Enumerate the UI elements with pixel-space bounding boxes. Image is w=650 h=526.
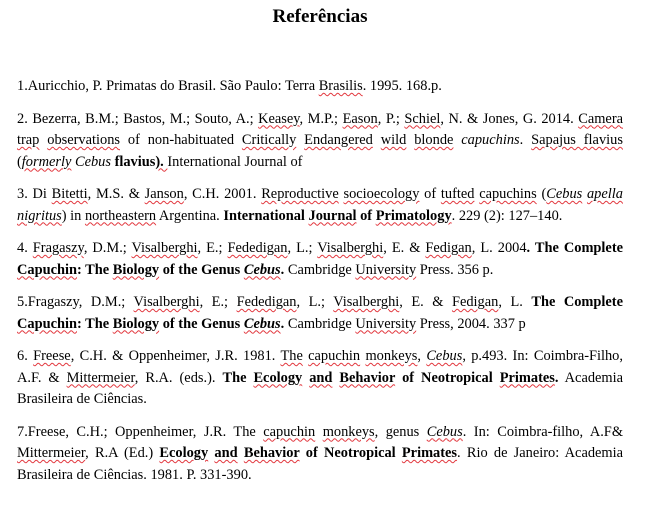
ref-text: 3. Di bbox=[17, 186, 52, 202]
reference-item bbox=[17, 184, 623, 227]
ref-text: Keasey bbox=[258, 110, 300, 127]
ref-text: . bbox=[457, 445, 467, 461]
ref-text: Eason bbox=[342, 110, 378, 127]
ref-text: Academia Brasileira de Ciências. bbox=[17, 369, 623, 407]
ref-book-title: of the Genus bbox=[159, 261, 244, 278]
ref-book-title: Ecology bbox=[253, 369, 303, 386]
ref-book-title: : The bbox=[77, 315, 113, 332]
ref-text: , E. & bbox=[383, 240, 426, 256]
ref-journal: International bbox=[223, 207, 309, 224]
ref-text: Camera bbox=[578, 110, 623, 127]
ref-book-title: . bbox=[554, 369, 559, 386]
ref-book-title: Capuchin bbox=[17, 315, 77, 332]
ref-text: capuchin bbox=[308, 348, 361, 364]
ref-text: of bbox=[419, 186, 441, 202]
ref-text: capuchins bbox=[479, 186, 537, 202]
ref-book-title: Biology bbox=[112, 315, 160, 332]
ref-book-title: . bbox=[280, 261, 285, 278]
ref-book-title: Primates bbox=[401, 445, 458, 461]
ref-text: of non-habituated bbox=[120, 132, 242, 148]
ref-text: The bbox=[280, 348, 303, 364]
ref-journal: Journal bbox=[308, 207, 357, 224]
ref-text: capuchin bbox=[263, 423, 316, 440]
ref-text: Rio de Janeiro: Academia Brasileira de Ciências. 1981. P. 331-390. bbox=[17, 445, 623, 483]
ref-text: ( bbox=[536, 186, 547, 202]
ref-text: 7.Freese, C.H.; Oppenheimer, J.R. The bbox=[17, 423, 264, 440]
ref-species: Cebus bbox=[426, 423, 463, 440]
ref-text: Press, 2004. 337 p bbox=[416, 315, 526, 332]
ref-book-title: Ecology bbox=[159, 445, 209, 461]
ref-book-title: The bbox=[222, 369, 254, 386]
ref-text: ) in bbox=[61, 207, 85, 224]
ref-book-title: Behavior bbox=[339, 369, 396, 386]
ref-text: Argentina. bbox=[156, 207, 224, 224]
ref-book-title: of the Genus bbox=[159, 315, 244, 332]
ref-book-title: Behavior bbox=[243, 445, 300, 461]
ref-text: Janson bbox=[144, 186, 184, 202]
ref-text: 5.Fragaszy, D.M.; bbox=[17, 294, 134, 310]
ref-text: , C.H. 2001. bbox=[183, 186, 262, 202]
ref-text: , P.; bbox=[377, 110, 405, 127]
ref-species: Cebus bbox=[426, 348, 463, 364]
reference-item bbox=[17, 238, 623, 281]
ref-text: Sapajus flavius bbox=[531, 132, 623, 148]
ref-text: ( bbox=[17, 153, 22, 170]
ref-text: , M.P.; bbox=[299, 110, 343, 127]
ref-book-title: of Neotropical bbox=[395, 369, 500, 386]
ref-book-title: Biology bbox=[112, 261, 160, 278]
ref-text: Freese bbox=[33, 348, 71, 364]
ref-text: 1.Auricchio, P. Primatas do Brasil. São Paulo: Terra bbox=[17, 78, 319, 94]
ref-text: Fragaszy bbox=[32, 240, 84, 256]
ref-text: , R.A. (eds.). bbox=[134, 369, 223, 386]
ref-text: , E.; bbox=[197, 240, 228, 256]
reference-list bbox=[17, 76, 623, 497]
ref-text: , E.; bbox=[199, 294, 237, 310]
ref-text: Cambridge bbox=[284, 315, 356, 332]
ref-book-title: Primates bbox=[499, 369, 555, 386]
ref-text: Visalberghi bbox=[131, 240, 198, 256]
ref-text: trap bbox=[17, 132, 40, 148]
ref-text: . bbox=[519, 132, 532, 148]
ref-text: Mittermeier bbox=[66, 369, 135, 386]
ref-text: Endangered bbox=[304, 132, 373, 148]
ref-text: Fededigan bbox=[227, 240, 288, 256]
ref-text: , R.A (Ed.) bbox=[85, 445, 160, 461]
ref-text: observations bbox=[47, 132, 120, 148]
ref-book-title: Cebus bbox=[243, 315, 281, 332]
ref-text: , genus bbox=[374, 423, 427, 440]
ref-text: 2. Bezerra, B.M.; Bastos, M.; Souto, A.; bbox=[17, 110, 259, 127]
ref-book-title: . The Complete bbox=[526, 240, 623, 256]
ref-text: , C.H. & Oppenheimer, J.R. 1981. bbox=[70, 348, 281, 364]
ref-text: Visalberghi bbox=[333, 294, 400, 310]
ref-text: , D.M.; bbox=[83, 240, 132, 256]
reference-item bbox=[17, 292, 623, 335]
ref-text: , L. 2004 bbox=[471, 240, 527, 256]
ref-text: Critically bbox=[241, 132, 297, 148]
ref-journal: Primatology bbox=[375, 207, 452, 224]
reference-item bbox=[17, 109, 623, 174]
ref-species: formerly bbox=[21, 153, 72, 170]
ref-text bbox=[315, 424, 322, 440]
ref-species: nigritus bbox=[17, 207, 62, 224]
ref-journal: of bbox=[356, 207, 376, 224]
ref-text: , L.; bbox=[287, 240, 318, 256]
ref-text: , L.; bbox=[296, 294, 334, 310]
ref-text: Visalberghi bbox=[317, 240, 384, 256]
ref-text: Fedigan bbox=[425, 240, 472, 256]
ref-species: Cebus bbox=[546, 186, 583, 202]
ref-text: Brasilis bbox=[318, 78, 363, 94]
reference-item bbox=[17, 346, 623, 411]
ref-text: . 1995. 168.p. bbox=[362, 78, 442, 94]
ref-book-title: of Neotropical bbox=[299, 445, 402, 461]
ref-journal: ). bbox=[155, 153, 168, 170]
ref-book-title: and bbox=[309, 369, 333, 386]
ref-text: Cambridge bbox=[284, 261, 356, 278]
ref-text: Fedigan bbox=[451, 294, 499, 310]
ref-text: International Journal of bbox=[167, 153, 303, 170]
ref-text: Schiel bbox=[404, 110, 441, 127]
reference-item bbox=[17, 422, 623, 487]
ref-text: Bitetti bbox=[51, 186, 88, 202]
ref-text: Visalberghi bbox=[133, 294, 200, 310]
ref-species: capuchins bbox=[461, 132, 520, 148]
ref-text: Press. 356 p. bbox=[416, 261, 494, 278]
ref-book-title: : The bbox=[77, 261, 113, 278]
page-title: Referências bbox=[272, 6, 368, 27]
ref-text: 4. bbox=[17, 240, 33, 256]
ref-text: Reproductive bbox=[261, 186, 339, 202]
ref-text: 6. bbox=[17, 348, 34, 364]
ref-text: blonde bbox=[414, 132, 454, 148]
reference-item bbox=[17, 76, 623, 98]
ref-journal: flavius bbox=[114, 153, 156, 170]
ref-text: , bbox=[417, 348, 427, 364]
ref-text: Fededigan bbox=[236, 294, 297, 310]
ref-species: Cebus bbox=[74, 153, 111, 170]
ref-text: , M.S. & bbox=[87, 186, 145, 202]
ref-text: socioecology bbox=[343, 186, 420, 202]
ref-text: monkeys bbox=[322, 423, 375, 440]
ref-text: tufted bbox=[440, 186, 475, 202]
ref-book-title: and bbox=[214, 445, 238, 461]
ref-text: Mittermeier bbox=[17, 445, 86, 461]
ref-text: , L. bbox=[498, 294, 532, 310]
ref-book-title: Cebus bbox=[243, 261, 281, 278]
ref-book-title: Capuchin bbox=[17, 261, 77, 278]
ref-text: , N. & Jones, G. 2014. bbox=[440, 110, 579, 127]
ref-text bbox=[296, 132, 304, 148]
ref-text: University bbox=[355, 315, 417, 332]
ref-text: . 229 (2): 127–140. bbox=[451, 207, 563, 224]
ref-text: northeastern bbox=[84, 207, 157, 224]
ref-text: monkeys bbox=[365, 348, 418, 364]
ref-text: wild bbox=[380, 132, 407, 148]
ref-book-title: The Complete bbox=[531, 294, 623, 310]
ref-book-title: . bbox=[280, 315, 285, 332]
ref-text: University bbox=[355, 261, 417, 278]
ref-text: . In: Coimbra-filho, A.F& bbox=[462, 423, 624, 440]
ref-text: , p.493. In: Coimbra-Filho, A.F. & bbox=[17, 348, 623, 386]
ref-text bbox=[373, 132, 381, 148]
ref-text: , E. & bbox=[399, 294, 452, 310]
ref-species: apella bbox=[586, 186, 623, 202]
